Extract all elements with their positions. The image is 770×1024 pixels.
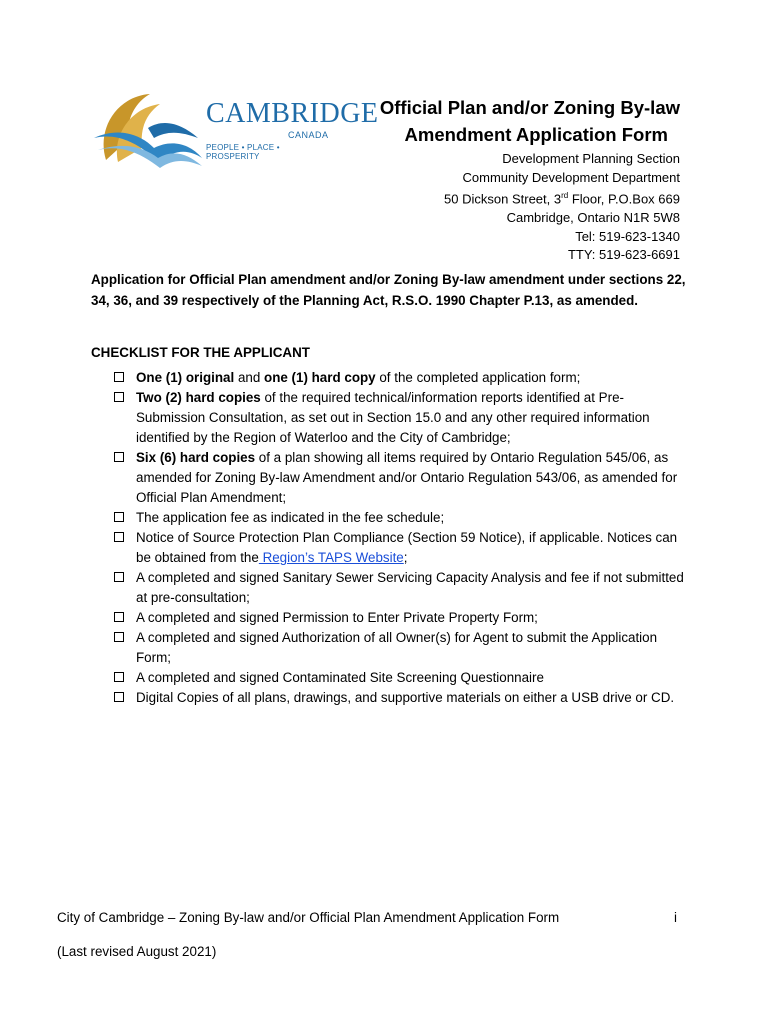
form-title <box>320 94 680 148</box>
item-text: of a plan showing all items required by Ontario Regulation 545/06, as amended for Zoning By-law Amendment and/or Ontario Regulation 543/06, as amended for Official Plan Amendment; <box>136 450 678 505</box>
street-pre: 50 Dickson Street, 3 <box>444 191 562 207</box>
checklist-item <box>114 568 684 608</box>
checkbox[interactable] <box>114 632 124 642</box>
address-tel: Tel: 519-623-1340 <box>575 228 680 244</box>
item-text: and <box>234 370 265 385</box>
item-bold-text: one (1) hard copy <box>264 370 376 385</box>
checkbox[interactable] <box>114 692 124 702</box>
checklist-item <box>114 368 684 388</box>
checkbox[interactable] <box>114 612 124 622</box>
taps-website-link[interactable]: Region’s TAPS Website <box>258 550 404 565</box>
checklist-item <box>114 628 684 668</box>
item-text: A completed and signed Sanitary Sewer Servicing Capacity Analysis and fee if not submitted at pre-consultation; <box>136 570 684 605</box>
cambridge-logo <box>88 88 379 168</box>
item-bold-text: One (1) original <box>136 370 235 385</box>
checklist-item <box>114 528 684 568</box>
checklist-item <box>114 688 684 708</box>
address-section: Development Planning Section <box>502 151 680 166</box>
checkbox[interactable] <box>114 672 124 682</box>
item-text: The application fee as indicated in the fee schedule; <box>136 510 445 525</box>
logo-subtitle: CANADA <box>288 130 329 140</box>
checkbox[interactable] <box>114 372 124 382</box>
item-text: of the required technical/information reports identified at Pre-Submission Consultation, as set out in Section 15.0 and any other required information identified by the Region of Waterloo and the City of Cambridge; <box>136 390 650 445</box>
checkbox[interactable] <box>114 572 124 582</box>
checklist-item <box>114 448 684 508</box>
address-city: Cambridge, Ontario N1R 5W8 <box>506 210 680 226</box>
item-text: Notice of Source Protection Plan Compliance (Section 59 Notice), if applicable. Notices can be obtained from the <box>136 530 678 565</box>
form-title-line1: Official Plan and/or Zoning By-law <box>379 97 680 118</box>
address-street <box>360 187 680 209</box>
checklist <box>114 368 684 708</box>
address-tty: TTY: 519-623-6691 <box>567 247 680 263</box>
item-bold-text: Six (6) hard copies <box>136 450 256 465</box>
item-bold-text: Two (2) hard copies <box>136 390 261 405</box>
item-text: A completed and signed Permission to Enter Private Property Form; <box>136 610 538 625</box>
logo-wordmark: CAMBRIDGE <box>206 98 379 129</box>
cambridge-logo-icon <box>88 88 203 168</box>
address-department: Community Development Department <box>462 169 680 185</box>
checklist-item <box>114 608 684 628</box>
item-text: Digital Copies of all plans, drawings, and supportive materials on either a USB drive or CD. <box>136 690 675 705</box>
street-sup: rd <box>561 191 569 201</box>
street-post: Floor, P.O.Box 669 <box>568 191 680 207</box>
office-address <box>360 150 680 265</box>
checklist-item <box>114 388 684 448</box>
page-footer <box>57 910 677 925</box>
item-text: ; <box>403 550 408 565</box>
intro-paragraph: Application for Official Plan amendment and/or Zoning By-law amendment under sections 22, 34, 36, and 39 respectively of the Planning Act, R.S.O. 1990 Chapter P.13, as amended. <box>91 272 686 308</box>
item-text: of the completed application form; <box>375 370 581 385</box>
checkbox[interactable] <box>114 532 124 542</box>
checkbox[interactable] <box>114 512 124 522</box>
logo-tagline: PEOPLE • PLACE • PROSPERITY <box>206 143 280 161</box>
checkbox[interactable] <box>114 452 124 462</box>
footer-text: City of Cambridge – Zoning By-law and/or Official Plan Amendment Application Form <box>57 910 560 925</box>
item-text: A completed and signed Authorization of all Owner(s) for Agent to submit the Application Form; <box>136 630 658 665</box>
checklist-item <box>114 508 684 528</box>
checklist-item <box>114 668 684 688</box>
checklist-heading: CHECKLIST FOR THE APPLICANT <box>91 345 310 360</box>
last-revised: (Last revised August 2021) <box>57 944 217 959</box>
form-title-line2: Amendment Application Form <box>404 124 668 145</box>
item-text: A completed and signed Contaminated Site Screening Questionnaire <box>136 670 544 685</box>
checkbox[interactable] <box>114 392 124 402</box>
page-number: i <box>674 910 677 925</box>
